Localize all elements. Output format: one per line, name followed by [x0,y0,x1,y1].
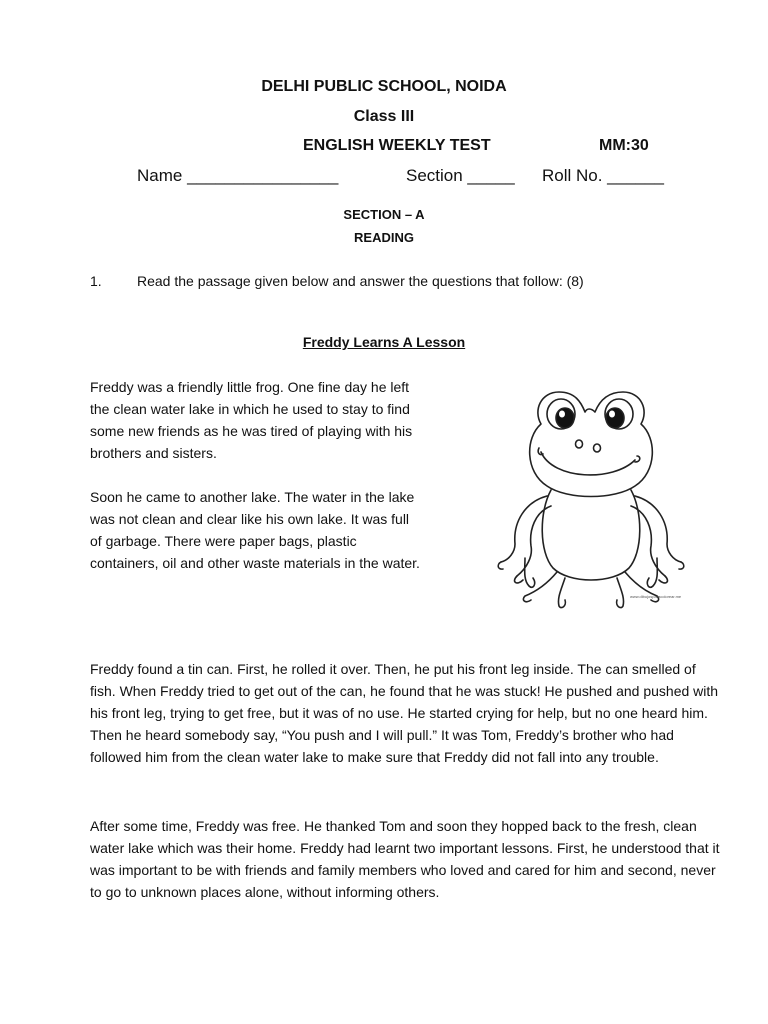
max-marks: MM:30 [599,137,649,154]
test-name: ENGLISH WEEKLY TEST [303,137,491,154]
story-paragraph: Freddy was a friendly little frog. One fine day he left the clean water lake in which he used to stay to find some new friends as he was tired of playing with his brothers and sisters. [90,379,413,461]
story-paragraph: Soon he came to another lake. The water in the lake was not clean and clear like his own lake. It was full of garbage. There were paper bags, plastic containers, oil and other waste materials in the water. [90,489,420,571]
section-label: SECTION – A [343,207,425,222]
roll-number-field: Roll No. ______ [542,166,664,185]
section-subtitle: READING [354,230,414,245]
question-text: Read the passage given below and answer the questions that follow: (8) [137,273,584,289]
story-paragraph: After some time, Freddy was free. He thanked Tom and soon they hopped back to the fresh, clean water lake which was their home. Freddy had learnt two important lessons. First, he understood that it was important to be with friends and family members who loved and cared for him and second, never to go to unknown places alone, without informing others. [90,818,720,900]
question-number: 1. [90,273,102,289]
frog-illustration-icon [495,372,687,610]
class-name: Class III [353,108,415,125]
section-field: Section _____ [406,166,515,185]
story-title: Freddy Learns A Lesson [302,334,466,350]
name-field: Name ________________ [137,166,339,185]
story-paragraph: Freddy found a tin can. First, he rolled it over. Then, he put his front leg inside. The can smelled of fish. When Freddy tried to get out of the can, he found that he was stuck! He pushed and pushed with his front leg, trying to get free, but it was of no use. He started crying for help, but no one heard him. Then he heard somebody say, “You push and I will pull.” It was Tom, Freddy’s brother who had followed him from the clean water lake to make sure that Freddy did not fall into any trouble. [90,661,719,765]
school-name: DELHI PUBLIC SCHOOL, NOIDA [261,78,507,95]
illustration-credit: www.dibujosparacolorear.me [630,594,682,599]
